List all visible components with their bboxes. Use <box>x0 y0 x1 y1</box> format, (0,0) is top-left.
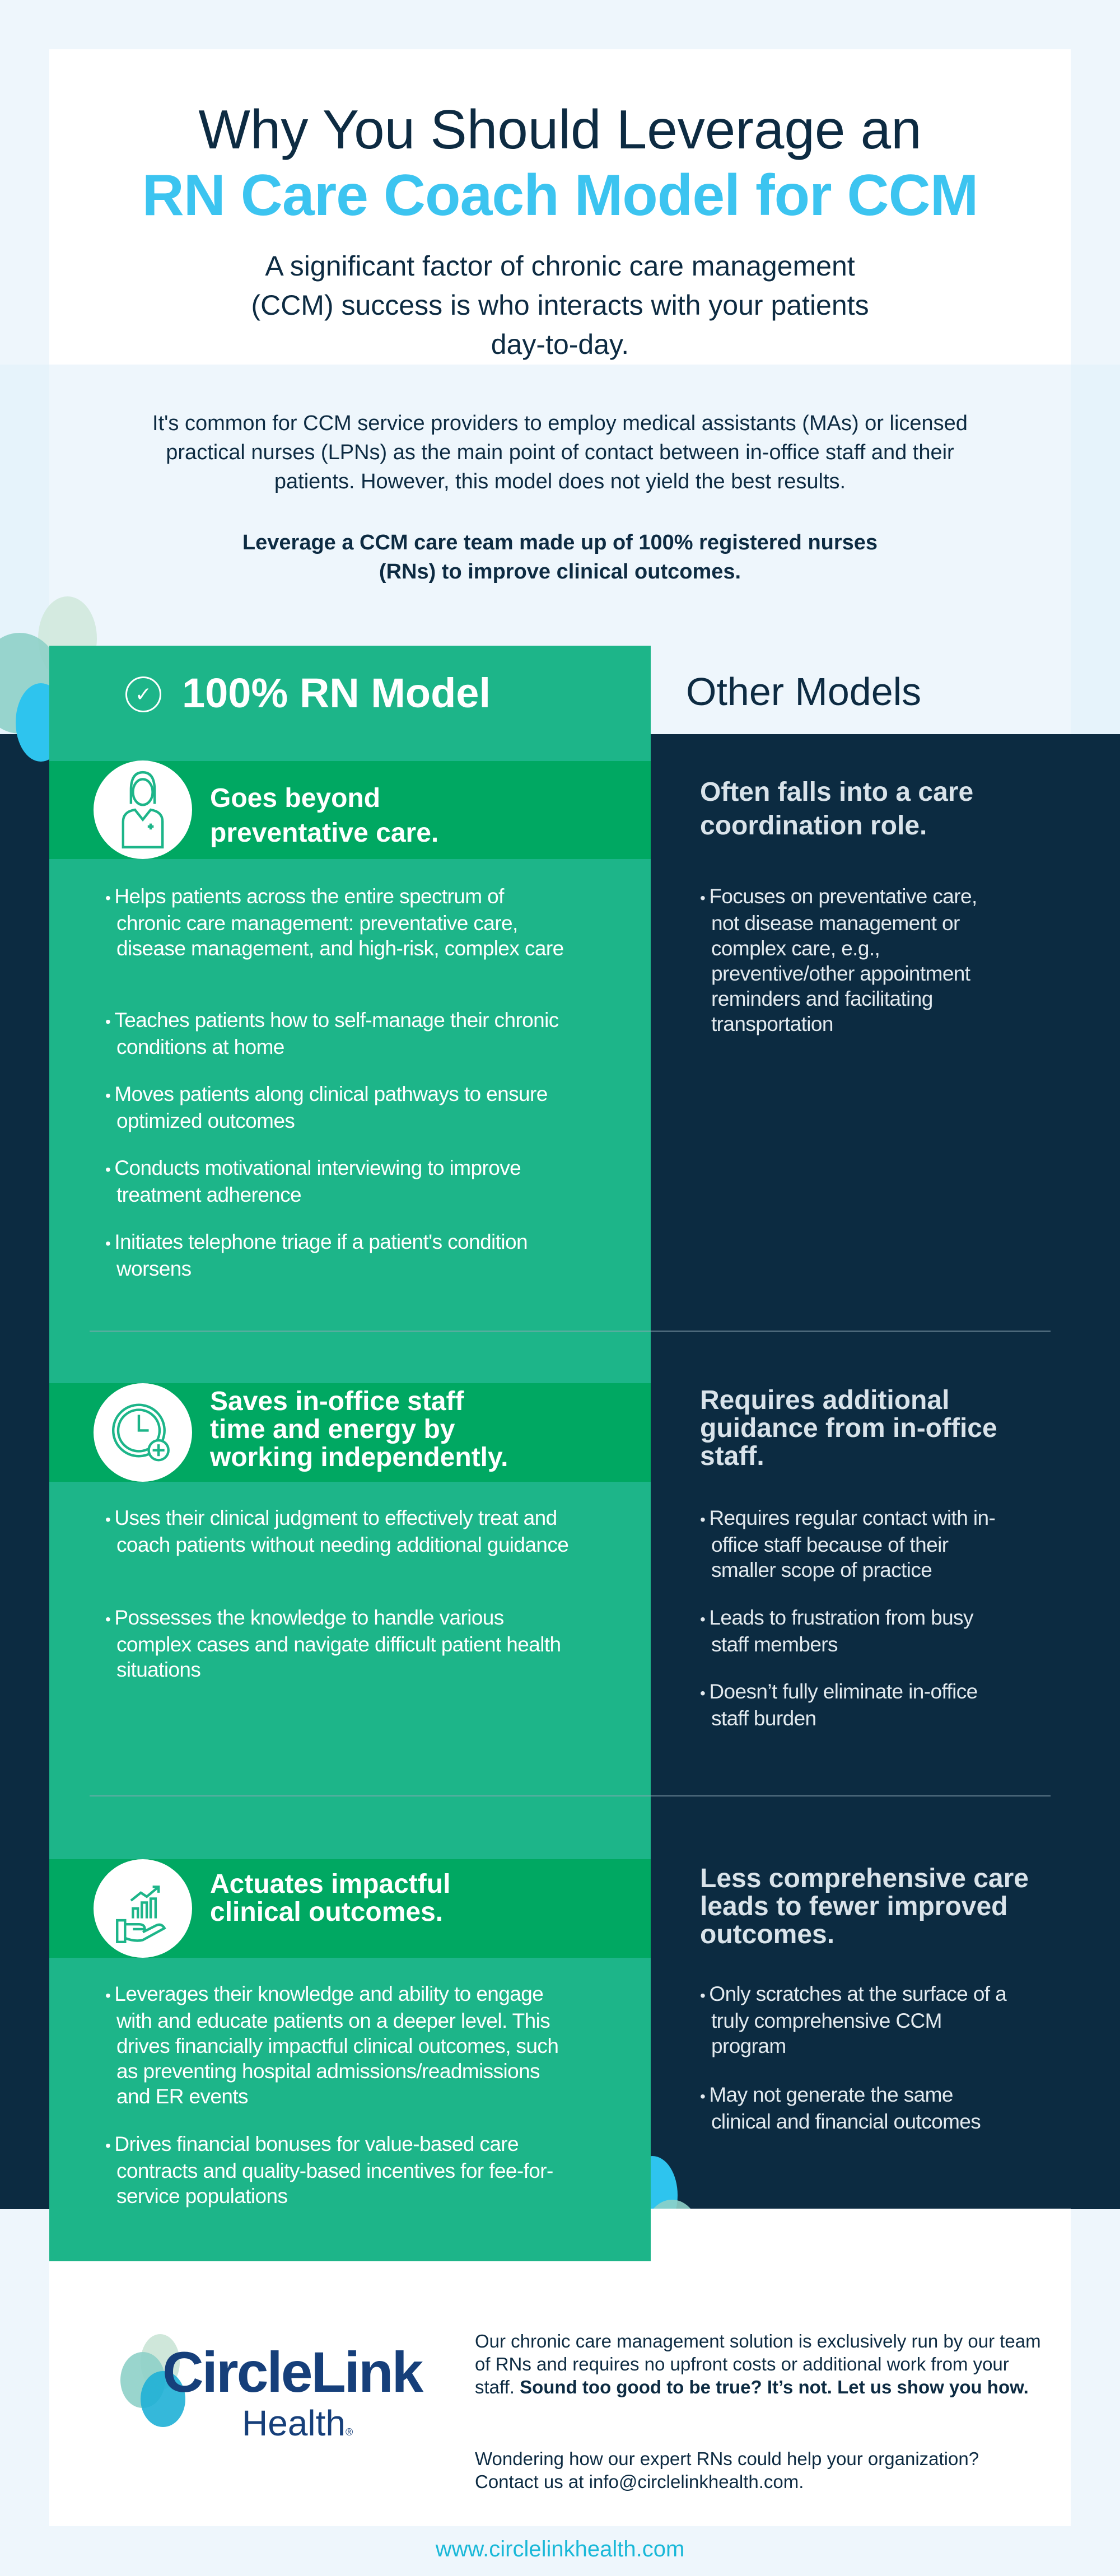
logo-subtitle <box>242 2402 353 2444</box>
list-item: • Teaches patients how to self-manage their chronic conditions at home <box>105 1007 570 1060</box>
clock-plus-icon <box>94 1383 192 1482</box>
page-title-highlight: RN Care Coach Model for CCM <box>142 163 978 228</box>
section-heading: Goes beyond preventative care. <box>210 783 439 848</box>
list-item: • Initiates telephone triage if a patient's condition worsens <box>105 1229 570 1281</box>
website-link[interactable]: www.circlelinkhealth.com <box>435 2537 685 2561</box>
section-heading: Actuates impactful clinical outcomes. <box>210 1869 451 1927</box>
list-item: • Moves patients along clinical pathways to ensure optimized outcomes <box>105 1081 570 1133</box>
page-title: Why You Should Leverage an <box>198 99 922 160</box>
footer-pitch-text: Our chronic care management solution is exclusively run by our team of RNs and requires no upfront costs or additional work from your staff. <box>475 2331 1041 2397</box>
logo-wordmark: CircleLink <box>162 2340 422 2404</box>
list-item: • Focuses on preventative care, not disease management or complex care, e.g., preventive/other appointment reminders and facilitating transportation <box>700 884 1002 1037</box>
list-item: • Possesses the knowledge to handle various complex cases and navigate difficult patient health situations <box>105 1605 570 1682</box>
section-heading-other: Often falls into a care coordination role. <box>700 777 974 841</box>
registered-mark: ® <box>346 2426 353 2438</box>
nurse-icon <box>94 760 192 859</box>
list-item: • Requires regular contact with in-office staff because of their smaller scope of practice <box>700 1505 1014 1583</box>
logo-sub-text: Health <box>242 2403 346 2443</box>
section-heading-other: Requires additional guidance from in-office staff. <box>700 1385 997 1471</box>
list-item: • Leverages their knowledge and ability to engage with and educate patients on a deeper level. This drives financially impactful clinical outcomes, such as preventing hospital admissions/readmissions and ER events <box>105 1981 576 2109</box>
other-models-title: Other Models <box>686 670 922 713</box>
list-item: • May not generate the same clinical and financial outcomes <box>700 2082 991 2134</box>
page-subtitle: A significant factor of chronic care management (CCM) success is who interacts with your patients day-to-day. <box>251 250 869 360</box>
section-heading: Saves in-office staff time and energy by working independently. <box>210 1387 508 1472</box>
intro-emphasis: Leverage a CCM care team made up of 100% registered nurses (RNs) to improve clinical outcomes. <box>242 531 878 584</box>
intro-paragraph: It's common for CCM service providers to employ medical assistants (MAs) or licensed practical nurses (LPNs) as the main point of contact between in-office staff and their patients. However, this model does not yield the best results. <box>152 412 968 493</box>
list-item: • Uses their clinical judgment to effectively treat and coach patients without needing additional guidance <box>105 1505 570 1557</box>
list-item: • Conducts motivational interviewing to improve treatment adherence <box>105 1155 570 1207</box>
footer-contact: Wondering how our expert RNs could help your organization? Contact us at info@circlelinkhealth.com. <box>475 2448 979 2492</box>
footer-pitch-bold: Sound too good to be true? It’s not. Let us show you how. <box>520 2377 1029 2397</box>
list-item: • Helps patients across the entire spectrum of chronic care management: preventative care, disease management, and high-risk, complex care <box>105 884 570 961</box>
section-heading-other: Less comprehensive care leads to fewer improved outcomes. <box>700 1864 1029 1949</box>
rn-model-title: 100% RN Model <box>182 670 491 716</box>
list-item: • Drives financial bonuses for value-based care contracts and quality-based incentives for fee-for-service populations <box>105 2131 570 2209</box>
section-divider <box>90 1331 1051 1332</box>
footer-pitch <box>475 2330 1046 2398</box>
check-circle-icon: ✓ <box>125 676 161 712</box>
list-item: • Leads to frustration from busy staff members <box>700 1605 1014 1657</box>
section-divider <box>90 1795 1051 1796</box>
list-item: • Only scratches at the surface of a truly comprehensive CCM program <box>700 1981 1014 2059</box>
list-item: • Doesn’t fully eliminate in-office staff burden <box>700 1679 980 1731</box>
hand-chart-icon <box>94 1859 192 1958</box>
